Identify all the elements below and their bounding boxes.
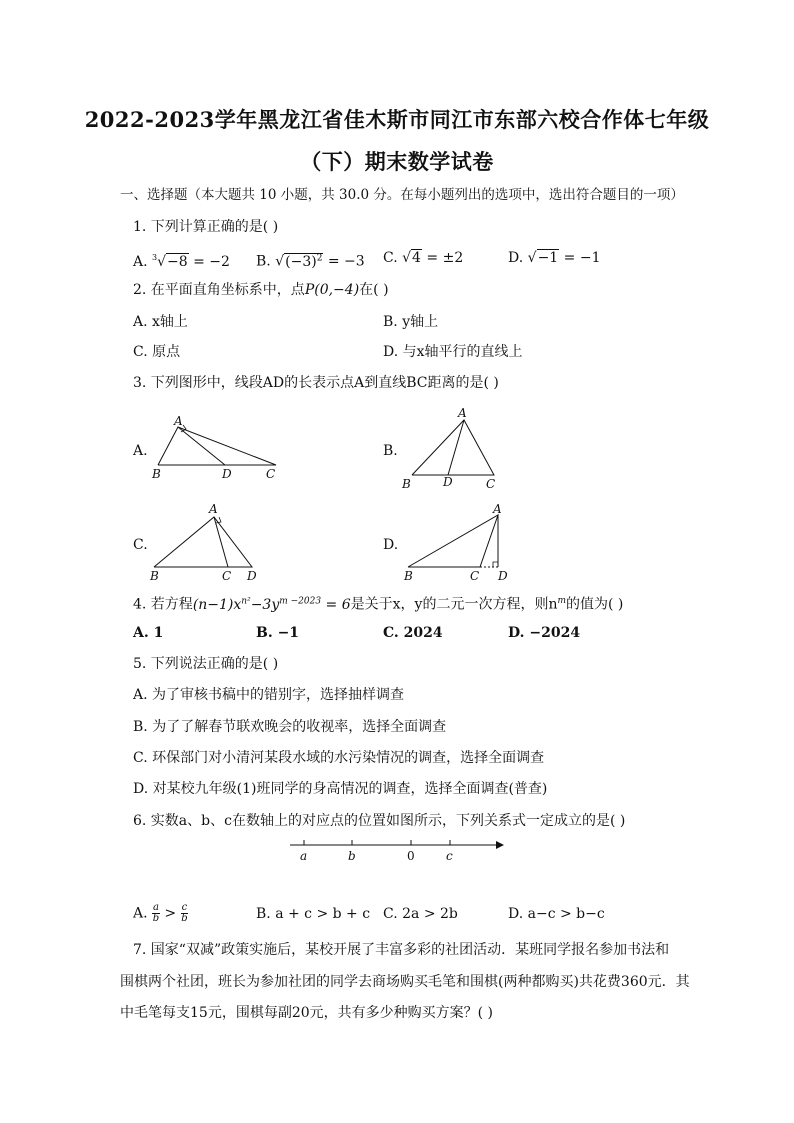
q3c-label-a: A [209, 502, 218, 516]
q3-option-c-label: C. [133, 537, 148, 553]
q2-option-b: B. y轴上 [383, 314, 439, 330]
q3d-label-b: B [404, 569, 413, 583]
q3-option-d-label: D. [383, 537, 399, 553]
q2-option-a: A. x轴上 [133, 314, 188, 330]
q4-option-a: A. 1 [133, 625, 164, 641]
q5-option-d: D. 对某校九年级(1)班同学的身高情况的调查，选择全面调查(普查) [133, 781, 548, 797]
exam-title-line1: 2022-2023学年黑龙江省佳木斯市同江市东部六校合作体七年级 [84, 107, 710, 132]
q3a-label-d: D [222, 467, 232, 481]
q1-option-a: A. $^3$√−8 = −2 [133, 253, 230, 270]
axis-label-a: a [300, 849, 308, 863]
q3b-label-b: B [402, 477, 411, 491]
q5-option-b: B. 为了了解春节联欢晚会的收视率，选择全面调查 [133, 719, 447, 735]
q3a-label-c: C [266, 467, 276, 481]
q5-option-c: C. 环保部门对小清河某段水域的水污染情况的调查，选择全面调查 [133, 750, 545, 766]
q1-option-c: C. √4 = ±2 [383, 250, 464, 266]
q7-line3: 中毛笔每支15元，围棋每副20元，共有多少种购买方案？( ) [120, 1005, 494, 1021]
q6-option-a: A. $\frac{a}{b}$ > $\frac{c}{b}$ [133, 902, 188, 924]
q4-option-b: B. −1 [256, 625, 300, 641]
q1-option-b: B. $√(-3)^2 = -3$ [256, 253, 365, 270]
q3-option-b-label: B. [383, 443, 398, 459]
q7-line2: 围棋两个社团，班长为参加社团的同学去商场购买毛笔和围棋(两种都购买)共花费360元．其 [120, 974, 690, 990]
axis-label-c: c [446, 849, 453, 863]
q3-figure-c [148, 500, 268, 584]
q2-option-d: D. 与x轴平行的直线上 [383, 344, 523, 360]
q3-option-a-label: A. [133, 443, 148, 459]
q3d-label-c: C [470, 569, 480, 583]
axis-label-b: b [348, 849, 356, 863]
q3b-label-c: C [486, 477, 496, 491]
q2-stem: 2. 在平面直角坐标系中，点P(0,−4)在( ) [133, 282, 389, 298]
q2-option-c: C. 原点 [133, 344, 181, 360]
q4-option-c: C. 2024 [383, 625, 443, 641]
q3a-label-a: A [174, 414, 183, 428]
q6-option-d: D. a−c > b−c [508, 906, 605, 922]
q3c-label-c: C [222, 569, 232, 583]
section-heading: 一、选择题（本大题共 10 小题，共 30.0 分。在每小题列出的选项中，选出符合题目的一项） [120, 187, 684, 203]
q6-option-c: C. 2a > 2b [383, 906, 458, 922]
q3b-label-d: D [443, 475, 453, 489]
q6-stem: 6. 实数a、b、c在数轴上的对应点的位置如图所示，下列关系式一定成立的是( ) [133, 813, 626, 829]
q1-stem: 1. 下列计算正确的是( ) [133, 219, 279, 235]
q7-line1: 7. 国家“双减”政策实施后，某校开展了丰富多彩的社团活动．某班同学报名参加书法和 [133, 942, 670, 958]
q3d-label-a: A [493, 502, 502, 516]
q3a-label-b: B [152, 467, 161, 481]
axis-label-zero: 0 [407, 849, 415, 863]
q4-stem: 4. 若方程$(n-1)x^{n^2}-3y^{m -2023} = 6$是关于x，y的二元一次方程，则$n^m$的值为( ) [133, 596, 624, 613]
q1-option-d: D. √−1 = −1 [508, 250, 601, 266]
q3-stem: 3. 下列图形中，线段AD的长表示点A到直线BC距离的是( ) [133, 375, 499, 391]
q3-figure-a [148, 414, 288, 484]
q3-figure-b [398, 404, 508, 492]
q5-option-a: A. 为了审核书稿中的错别字，选择抽样调查 [133, 687, 405, 703]
exam-title-line2: （下）期末数学试卷 [300, 149, 494, 174]
q6-option-b: B. a + c > b + c [256, 906, 371, 922]
q6-number-line [286, 836, 508, 866]
q3c-label-d: D [247, 569, 257, 583]
q3c-label-b: B [150, 569, 159, 583]
q3d-label-d: D [498, 569, 508, 583]
q4-option-d: D. −2024 [508, 625, 581, 641]
q3b-label-a: A [458, 406, 467, 420]
q3-figure-d [398, 500, 518, 584]
q5-stem: 5. 下列说法正确的是( ) [133, 656, 279, 672]
